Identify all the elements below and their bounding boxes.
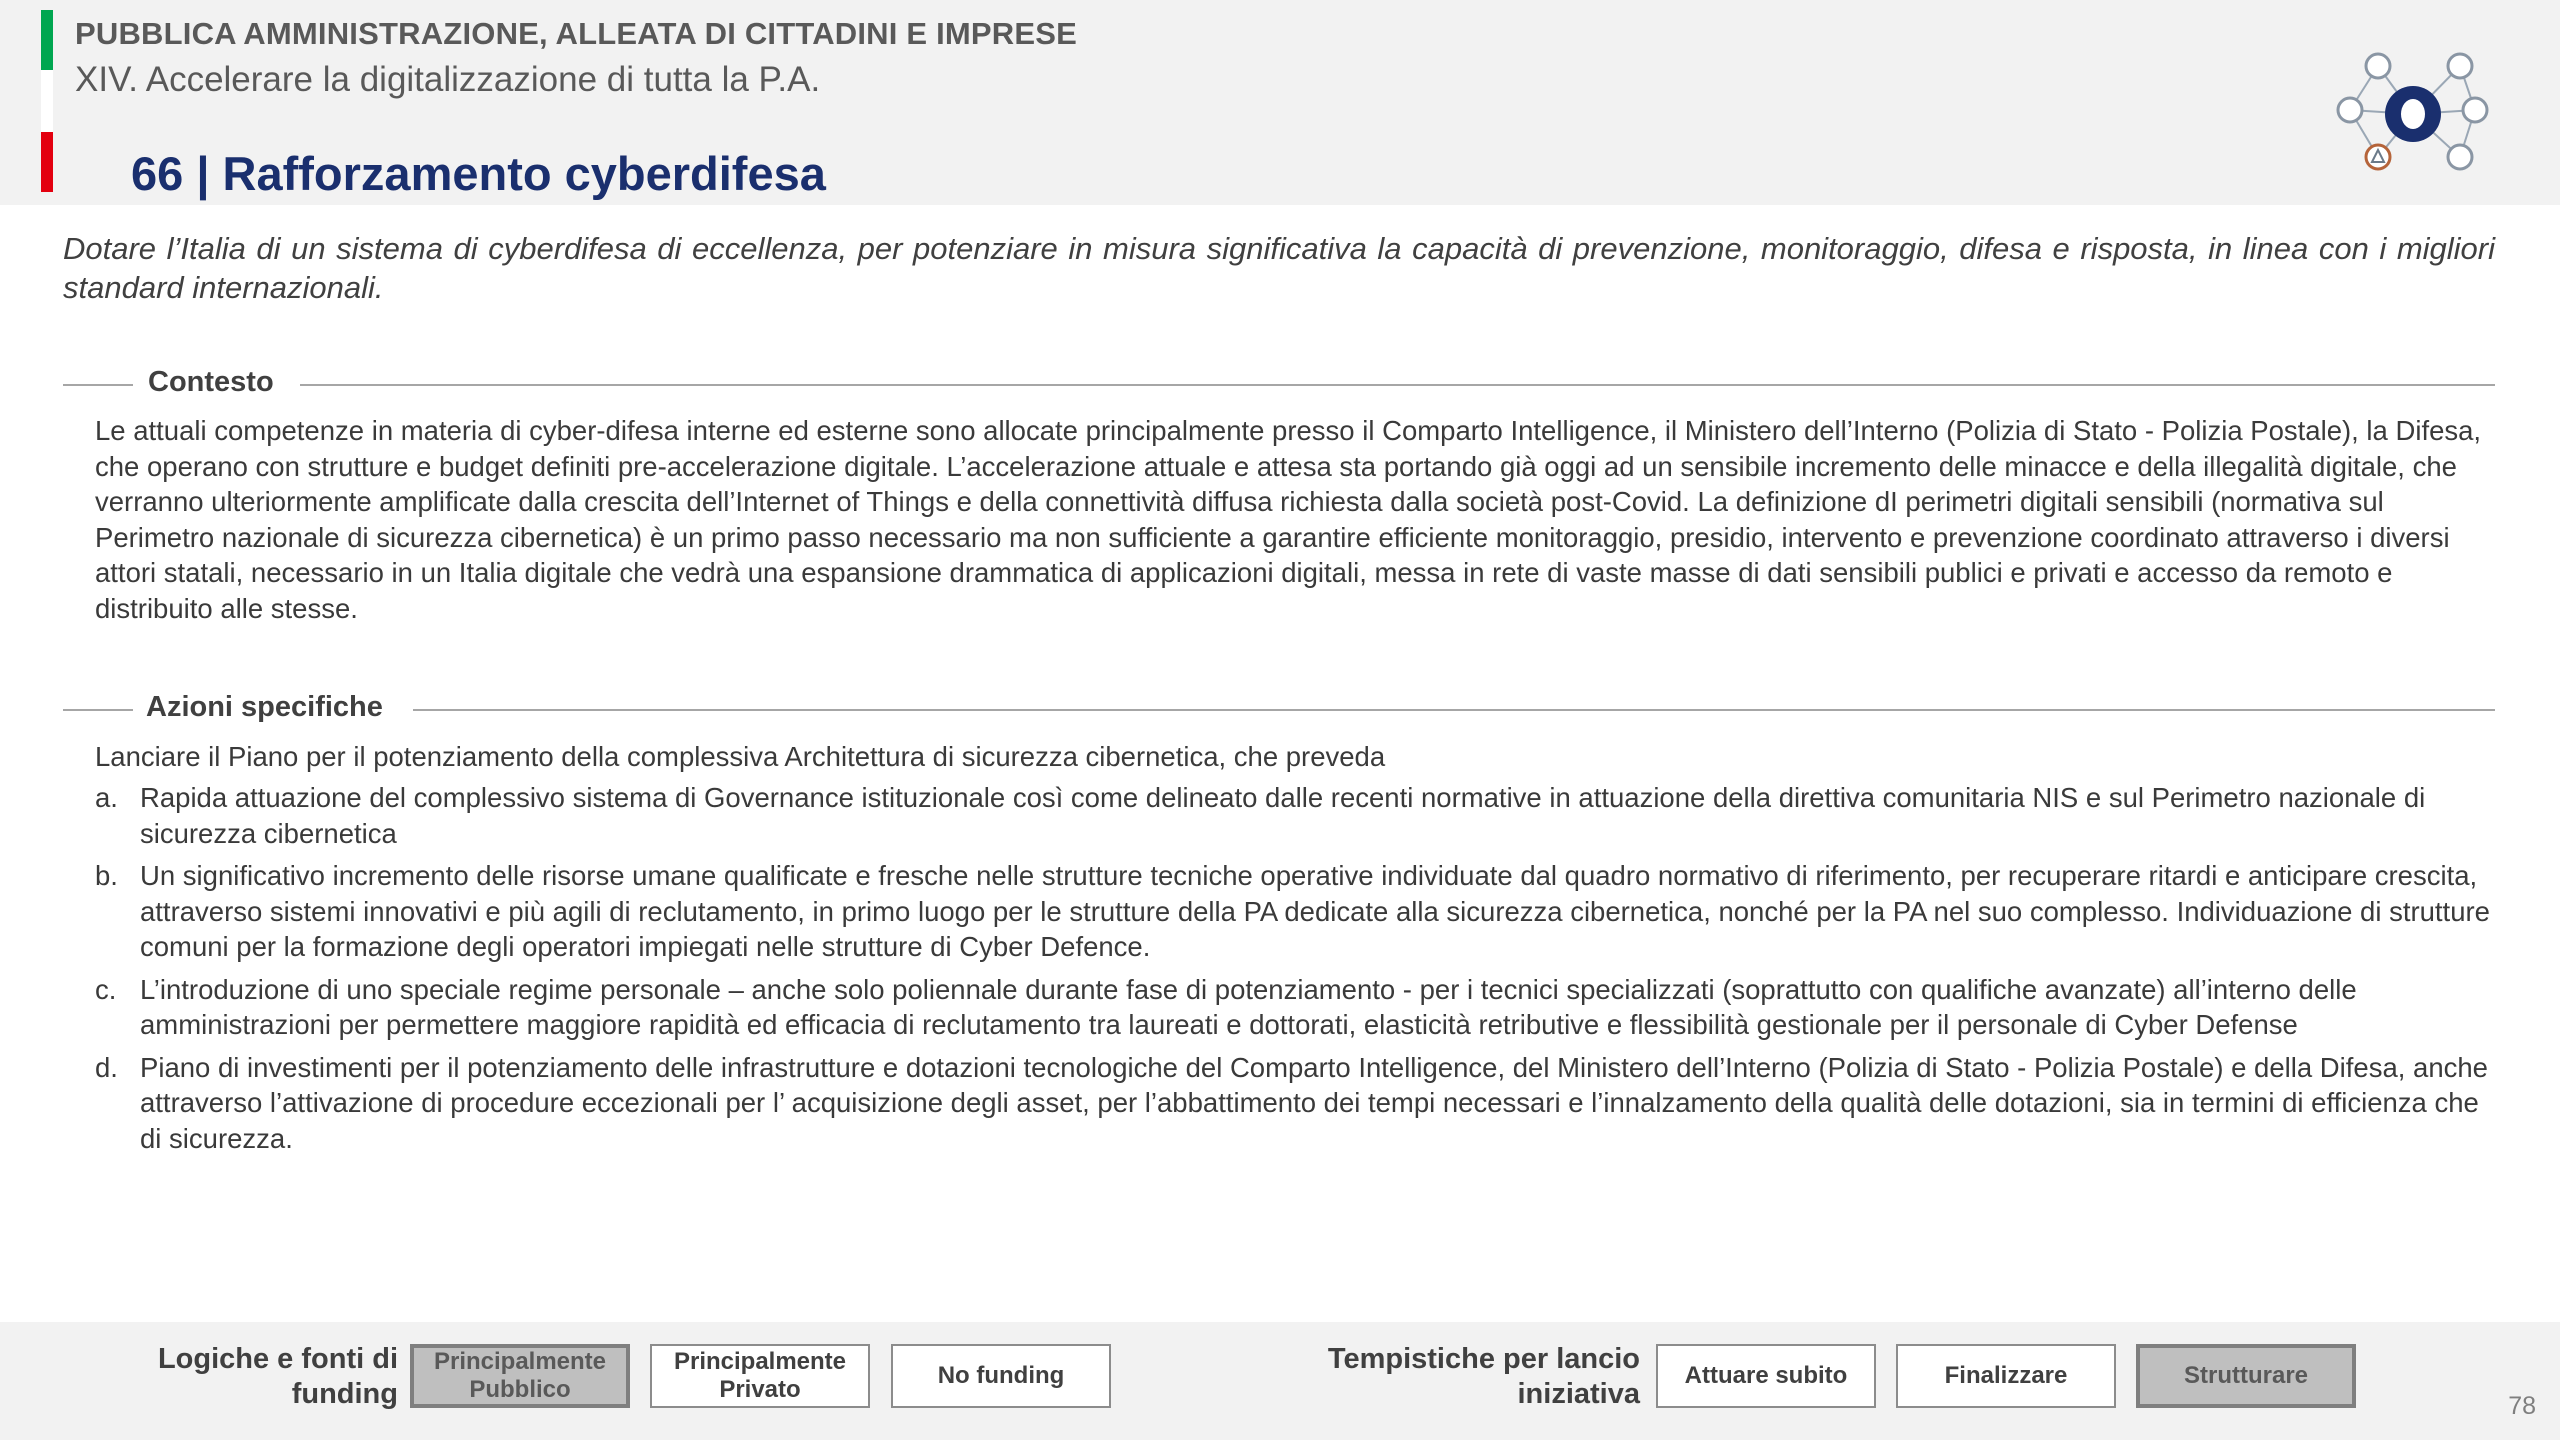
funding-label [100,1342,398,1412]
list-item [95,972,2495,1043]
option-line1: No funding [937,1362,1065,1389]
list-item [95,780,2495,851]
header-band [0,0,2560,205]
italian-flag-bar [41,10,53,192]
section-rule-right [413,709,2495,711]
list-marker: c. [95,973,117,1005]
funding-option-no-funding[interactable] [891,1344,1111,1408]
section-label-azioni: Azioni specifiche [146,691,383,723]
timing-option-attuare-subito[interactable] [1656,1344,1876,1408]
header-kicker: PUBBLICA AMMINISTRAZIONE, ALLEATA DI CITTADINI E IMPRESE [75,16,1078,51]
section-rule-right [300,384,2495,386]
timing-label-line1: Tempistiche per lancio [1327,1343,1640,1375]
contesto-paragraph: Le attuali competenze in materia di cyber-difesa interne ed esterne sono allocate principalmente presso il Comparto Intelligence, il Ministero dell’Interno (Polizia di Stato - Polizia Postale), la Difesa, che operano con strutture e budget definiti pre-accelerazione digitale. L’accelerazione attuale e attesa sta portando già oggi ad un sensibile incremento delle minacce e della illegalità digitale, che verranno ulteriormente amplificate dalla crescita dell’Internet of Things e della connettività diffusa richiesta dalla società post-Covid. La definizione dI perimetri digitali sensibili (normativa sul Perimetro nazionale di sicurezza cibernetica) è un primo passo necessario ma non sufficiente a garantire efficiente monitoraggio, presidio, intervento e prevenzione coordinato attraverso i diversi attori statali, necessario in un Italia digitale che vedrà una espansione drammatica di applicazioni digitali, messa in rete di vaste masse di dati sensibili publici e privati e accesso da remoto e distribuito alle stesse. [95,415,2482,624]
section-rule-left [63,709,133,711]
list-item-text: L’introduzione di uno speciale regime personale – anche solo poliennale durante fase di potenziamento - per i tecnici specializzati (soprattutto con qualifiche avanzate) all’interno delle amministrazioni per permettere maggiore rapidità ed efficacia di reclutamento tra laureati e dottorati, elasticità retributive e flessibilità gestionale per il personale di Cyber Defense [140,973,2357,1040]
network-logo-icon [2330,42,2490,182]
list-item-text: Un significativo incremento delle risorse umane qualificate e fresche nelle strutture tecniche operative individuate dal quadro normativo di riferimento, per recuperare ritardi e anticipare crescita, attraverso sistemi innovativi e più agili di reclutamento, in primo luogo per le strutture della PA dedicate alla sicurezza cibernetica, nonché per la PA nel suo complesso. Individuazione di strutture comuni per la formazione degli operatori impiegati nelle strutture di Cyber Defence. [140,860,2490,962]
option-line1: Finalizzare [1944,1362,2068,1389]
intro-statement: Dotare l’Italia di un sistema di cyberdifesa di eccellenza, per potenziare in misura significativa la capacità di prevenzione, monitoraggio, difesa e risposta, in linea con i migliori standard internazionali. [63,231,2495,305]
timing-option-strutturare[interactable] [2136,1344,2356,1408]
funding-option-pubblico[interactable] [410,1344,630,1408]
list-item [95,858,2495,965]
option-line1: Principalmente [673,1348,847,1375]
list-item [95,1050,2495,1157]
timing-label-line2: iniziativa [1517,1378,1640,1410]
list-marker: d. [95,1051,118,1083]
page-number: 78 [2508,1392,2536,1420]
option-line1: Principalmente [433,1348,607,1375]
option-line1: Strutturare [2183,1362,2309,1389]
option-line1: Attuare subito [1684,1362,1848,1389]
timing-option-finalizzare[interactable] [1896,1344,2116,1408]
header-subtitle: XIV. Accelerare la digitalizzazione di tutta la P.A. [75,60,821,99]
list-item-text: Rapida attuazione del complessivo sistema di Governance istituzionale così come delineato dalle recenti normative in attuazione della direttiva comunitaria NIS e sul Perimetro nazionale di sicurezza cibernetica [140,782,2426,849]
funding-label-line2: funding [291,1378,398,1410]
section-header-contesto [63,364,2495,404]
list-marker: a. [95,782,118,813]
list-item-text: Piano di investimenti per il potenziamento delle infrastrutture e dotazioni tecnologiche del Comparto Intelligence, del Ministero dell’Interno (Polizia di Stato - Polizia Postale) e della Difesa, anche attraverso l’attivazione di procedure eccezionali per l’ acquisizione degli asset, per l’abbattimento dei tempi necessari e l’innalzamento della qualità delle dotazioni, sia in termini di efficienza che di sicurezza. [140,1051,2488,1154]
azioni-list [95,780,2495,1163]
timing-label [1300,1342,1640,1412]
azioni-intro: Lanciare il Piano per il potenziamento della complessiva Architettura di sicurezza cibernetica, che preveda [95,741,1386,772]
section-label-contesto: Contesto [148,366,274,398]
option-line2: Privato [719,1376,801,1403]
funding-option-privato[interactable] [650,1344,870,1408]
page-title: 66 | Rafforzamento cyberdifesa [131,147,826,200]
section-header-azioni [63,689,2495,729]
section-rule-left [63,384,133,386]
list-marker: b. [95,860,118,891]
footer-band [0,1322,2560,1440]
option-line2: Pubblico [469,1376,571,1403]
funding-label-line1: Logiche e fonti di [157,1343,398,1375]
